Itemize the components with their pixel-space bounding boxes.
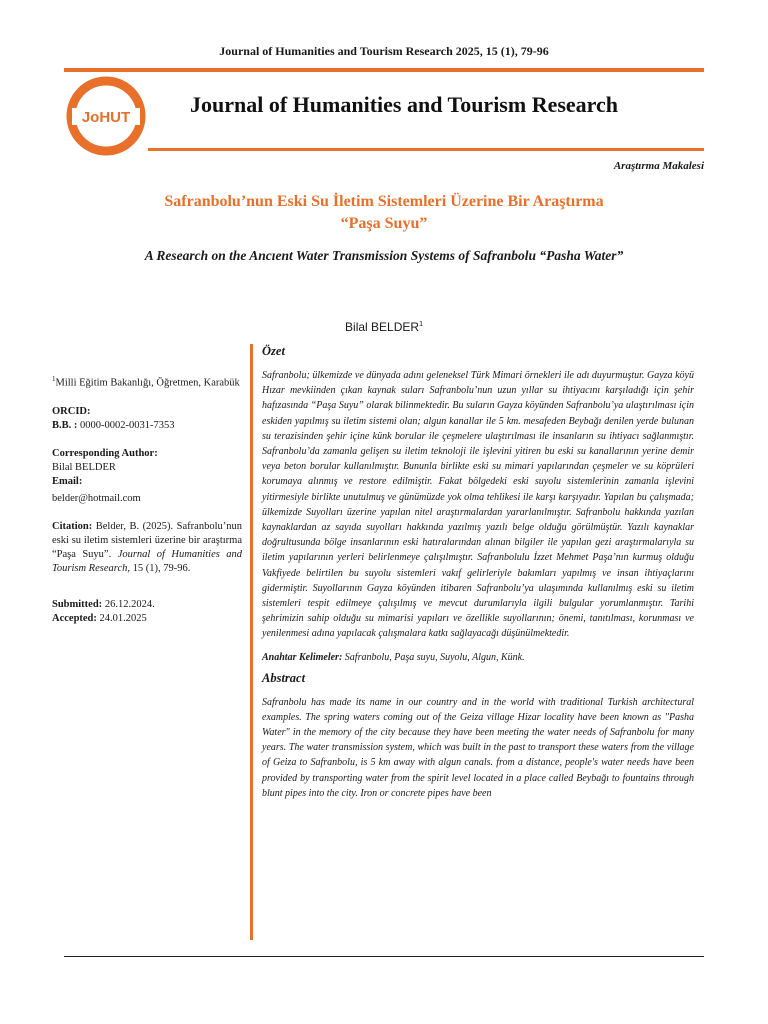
logo-text: JoHUT xyxy=(81,109,131,126)
journal-title: Journal of Humanities and Tourism Research xyxy=(190,92,619,117)
affiliation: $^1$Milli Eğitim Bakanlığı, Öğretmen, Karabük xyxy=(52,375,240,389)
keywords: Anahtar Kelimeler: Safranbolu, Paşa suyu, Suyolu, Algun, Künk. xyxy=(262,651,525,663)
orcid-block: ORCID: B.B. : 0000-0002-0031-7353 xyxy=(52,405,175,431)
author-line xyxy=(0,320,768,334)
article-type: Araştırma Makalesi xyxy=(613,160,704,172)
citation: Citation: Belder, B. (2025). Safranbolu’nun eski su iletim sistemleri üzerine bir araştırma “Paşa Suyu”. Journal of Humanities and Tourism Research, 15 (1), 79-96. xyxy=(52,520,243,574)
abstract-heading: Abstract xyxy=(262,670,306,685)
title-tr-line2: “Paşa Suyu” xyxy=(340,215,428,232)
column-divider xyxy=(250,344,253,940)
article-title-en: A Research on the Ancıent Water Transmission Systems of Safranbolu “Pasha Water” xyxy=(144,248,624,263)
title-rule xyxy=(148,148,704,151)
running-head: Journal of Humanities and Tourism Research 2025, 15 (1), 79-96 xyxy=(219,44,549,58)
email-link[interactable]: belder@hotmail.com xyxy=(52,492,141,504)
header-rule xyxy=(64,68,704,72)
author-name: Bilal BELDER xyxy=(345,320,420,334)
corresponding-author: Corresponding Author: Bilal BELDER Email: belder@hotmail.com xyxy=(52,447,242,506)
footer-rule xyxy=(64,956,704,957)
title-tr-line1: Safranbolu’nun Eski Su İletim Sistemleri Üzerine Bir Araştırma xyxy=(164,193,604,210)
ozet-text: Safranbolu; ülkemizde ve dünyada adını geleneksel Türk Mimari örnekleri ile adı duyurmuştur. Gayza köyü Hızar mevkiinden çıkan kaynak suları Safranbolu’nun uzun yıllar su ihtiyacını karşıladığı için şehir hafızasında “Paşa Suyu” olarak bilinmektedir. Bu suların Gayza köyünden Safranbolu’ya ulaştırılması için eskiden yapılmış su iletim sistemi olan; algun kanallar ile 5 km. mesafeden Beybağı denilen yerde bulunan su terazisinden şehir içine künk borular ile çeşmelere ulaştırılması ile insanların su ihtiyacı sağlanmıştır. Safranbolu’da zamanla gelişen su iletim teknoloji ile işlevini yitiren bu eski su kanallarının yerine demir veya beton borular kullanılmıştır. Bununla birlikte eski su mimari yapılarından çeşmeler ve su köprüleri korumaya alınmış ve restore edilmiştir. Fakat bölgedeki eski suyolu sistemlerinin zamanla işlevini yitirmesiyle birlikte unutulmuş ve günümüzde yok olma tehlikesi ile karşı karşıyadır. Yapılan bu çalışmada; ülkemizde Suyolları üzerine yapılan nitel araştırmalardan yararlanılmıştır. Safranbolu hakkında yazılan kaynaklardan az sayıda suyolları hakkında yazılmış yazılı belge olduğu görülmüştür. Yazılı kaynaklar doğrultusunda bölge insanlarının eski hatıralarından alınan bilgiler ile yapılan gezi araştırmalarıyla su iletim yapılarının yerleri belirlenmeye çalışılmıştır. Safranbolulu İzzet Mehmet Paşa’nın kurmuş olduğu Vakfiyede belirtilen bu suyolu sistemleri vakıf gelirleriyle bakımları yapılmış ve insan ihtiyaçlarını gidermiştir. Suyollarının Gayza köyünden itibaren Safranbolu’ya ulaşımında kullanılmış eski su iletim sistemleri tespit edilmeye çalışılmış ve mevcut durumlarıyla ilgili bulgular yorumlanmıştır. Tarihi şehrimizin sahip olduğu su mimarisi yapıları ve özellikle suyollarının; önemi, tanıtılması, korunması ve yenilenmesi adına yapılacak çalışmalara katkı sağlayacağı düşünülmektedir. xyxy=(262,370,694,640)
article-info-sidebar xyxy=(52,372,242,640)
article-title-tr xyxy=(64,191,704,235)
abstract-column xyxy=(262,344,694,801)
abstract-text: Safranbolu has made its name in our country and in the world with traditional Turkish architectural examples. The spring waters coming out of the Geiza village Hizar locality have been known as "Pasha Water" in the memory of the city because they have been meeting the water needs of Safranbolu for many years. The water transmission system, which was built in the past to transport these waters from the village of Geiza to Safranbolu, is 5 km away with algun canals. from a distance, people's water needs have been provided by transporting water from the spirit level located in a place called Beybağı to fountains through blunt pipes into the city. Iron or concrete pipes have been xyxy=(262,696,694,799)
author-sup: 1 xyxy=(419,321,423,328)
ozet-heading: Özet xyxy=(262,344,285,358)
johut-logo xyxy=(64,74,148,158)
orcid-link[interactable]: 0000-0002-0031-7353 xyxy=(80,419,175,431)
dates: Submitted: 26.12.2024. Accepted: 24.01.2025 xyxy=(52,598,155,624)
